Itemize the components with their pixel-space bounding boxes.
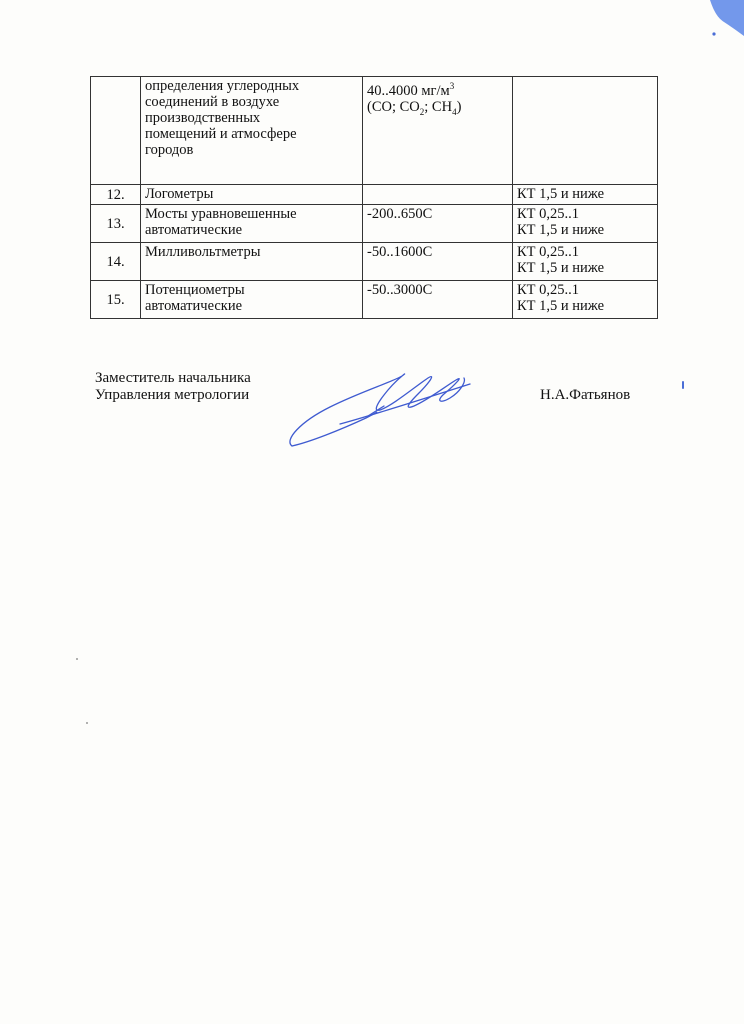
range-base: 40..4000 мг/м — [367, 82, 450, 99]
range-line — [367, 99, 508, 120]
name-line: автоматические — [145, 298, 243, 314]
formula-part: ) — [456, 98, 462, 115]
ink-dot — [86, 722, 88, 724]
ink-dot — [76, 658, 78, 660]
ink-dot — [682, 381, 684, 389]
formula-part: ; CH — [424, 98, 453, 115]
range-line — [367, 78, 508, 99]
table-row — [91, 205, 658, 243]
measurement-range-cell: -50..3000С — [363, 281, 513, 319]
table-row — [91, 281, 658, 319]
blue-corner-stain — [684, 0, 744, 40]
class-line: КТ 1,5 и ниже — [517, 186, 605, 202]
name-line: определения углеродных — [145, 78, 300, 94]
class-line: КТ 0,25..1 — [517, 206, 580, 222]
formula-subscript: 2 — [419, 106, 425, 117]
name-line: Потенциометры — [145, 282, 245, 298]
handwritten-signature — [280, 360, 480, 455]
accuracy-class-cell — [513, 281, 658, 319]
name-line: соединений в воздухе — [145, 94, 280, 110]
instrument-name-cell — [141, 185, 363, 205]
class-line: КТ 1,5 и ниже — [517, 298, 605, 314]
table-row-continuation — [91, 77, 658, 185]
table-row — [91, 185, 658, 205]
accuracy-class-cell — [513, 205, 658, 243]
signer-name: Н.А.Фатьянов — [540, 387, 631, 403]
name-line: Логометры — [145, 186, 214, 202]
measurement-range-cell — [363, 185, 513, 205]
class-line: КТ 1,5 и ниже — [517, 222, 605, 238]
name-line: Мосты уравновешенные — [145, 206, 297, 222]
instrument-name-cell — [141, 243, 363, 281]
instrument-name-cell — [141, 281, 363, 319]
accuracy-class-cell — [513, 243, 658, 281]
class-line: КТ 0,25..1 — [517, 244, 580, 260]
instrument-name-cell — [141, 77, 363, 185]
formula-subscript: 4 — [452, 106, 457, 117]
position-line: Заместитель начальника — [95, 370, 251, 386]
measurement-range-cell: -200..650С — [363, 205, 513, 243]
name-line: помещений и атмосфере — [145, 126, 297, 142]
instruments-table — [90, 76, 658, 319]
row-number-cell: 13. — [91, 205, 141, 243]
range-superscript: 3 — [449, 81, 455, 91]
class-line: КТ 1,5 и ниже — [517, 260, 605, 276]
row-number-cell: 15. — [91, 281, 141, 319]
measurement-range-cell: -50..1600С — [363, 243, 513, 281]
table-row — [91, 243, 658, 281]
signer-position — [95, 370, 251, 404]
formula-part: (CO; CO — [367, 98, 420, 115]
instrument-name-cell — [141, 205, 363, 243]
position-line: Управления метрологии — [95, 387, 250, 403]
accuracy-class-cell — [513, 185, 658, 205]
name-line: производственных — [145, 110, 261, 126]
accuracy-class-cell — [513, 77, 658, 185]
class-line: КТ 0,25..1 — [517, 282, 580, 298]
name-line: автоматические — [145, 222, 243, 238]
measurement-range-cell — [363, 77, 513, 185]
row-number-cell — [91, 77, 141, 185]
name-line: городов — [145, 142, 194, 158]
row-number-cell: 12. — [91, 185, 141, 205]
row-number-cell: 14. — [91, 243, 141, 281]
name-line: Милливольтметры — [145, 244, 261, 260]
